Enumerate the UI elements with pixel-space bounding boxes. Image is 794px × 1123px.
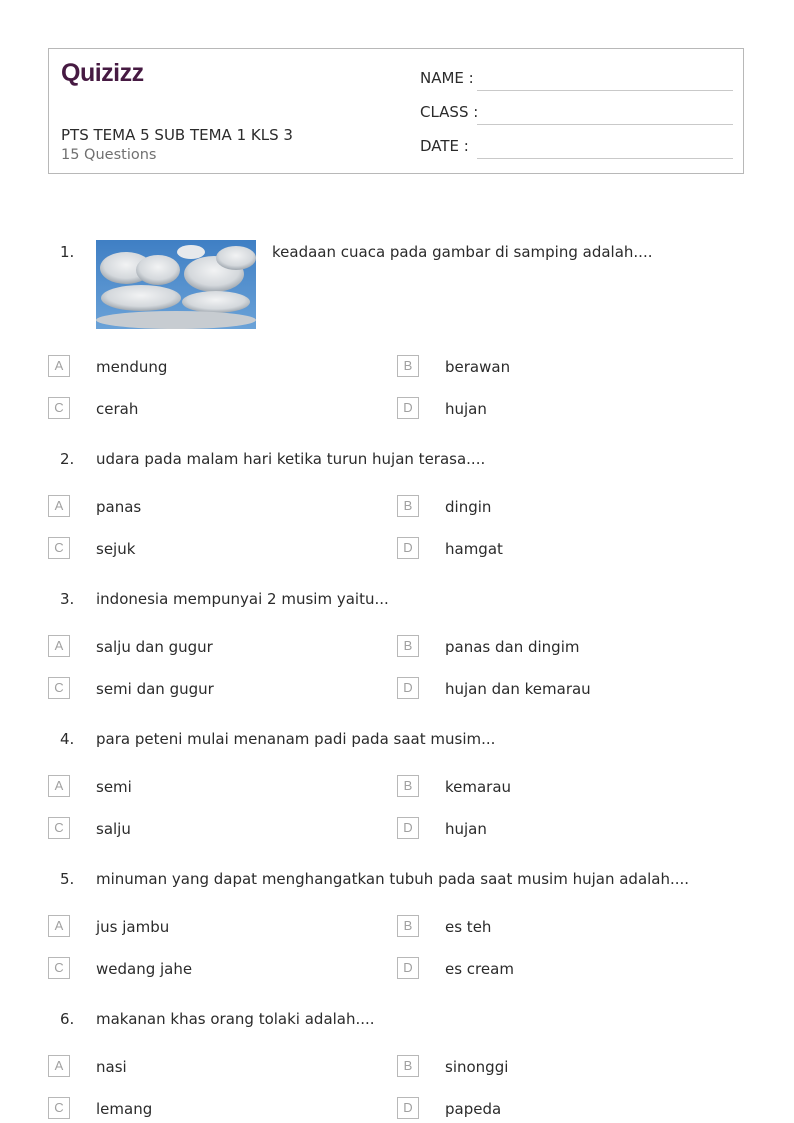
option-text: sinonggi [445,1058,509,1076]
question-number: 2. [60,450,75,468]
option-text: hujan [445,400,487,418]
worksheet-header [48,48,744,174]
option-text: hamgat [445,540,503,558]
cloudy-sky-image [96,240,256,329]
cloudy-sky-illustration [96,240,256,329]
option-box-a: A [48,355,70,377]
option-box-a: A [48,915,70,937]
option-box-b: B [397,355,419,377]
option-box-c: C [48,957,70,979]
question-number: 5. [60,870,75,888]
option-text: hujan [445,820,487,838]
question-number: 4. [60,730,75,748]
option-box-b: B [397,775,419,797]
question-text: udara pada malam hari ketika turun hujan terasa.... [96,450,486,468]
option-text: salju dan gugur [96,638,213,656]
option-box-b: B [397,915,419,937]
option-text: lemang [96,1100,153,1118]
option-box-b: B [397,495,419,517]
option-text: wedang jahe [96,960,193,978]
option-box-d: D [397,817,419,839]
option-text: sejuk [96,540,136,558]
option-box-b: B [397,1055,419,1077]
option-box-d: D [397,677,419,699]
option-box-d: D [397,1097,419,1119]
name-line [477,90,733,91]
option-text: kemarau [445,778,512,796]
option-text: papeda [445,1100,502,1118]
option-text: nasi [96,1058,127,1076]
option-box-a: A [48,1055,70,1077]
option-box-c: C [48,397,70,419]
option-box-a: A [48,775,70,797]
quizizz-logo: Quizizz [61,59,144,87]
question-text: minuman yang dapat menghangatkan tubuh pada saat musim hujan adalah.... [96,870,690,888]
option-text: berawan [445,358,511,376]
question-number: 3. [60,590,75,608]
question-text: para peteni mulai menanam padi pada saat musim... [96,730,496,748]
name-label: NAME : [420,69,474,87]
option-box-d: D [397,537,419,559]
class-line [477,124,733,125]
option-text: panas [96,498,142,516]
option-box-a: A [48,635,70,657]
option-box-c: C [48,677,70,699]
option-box-c: C [48,817,70,839]
question-text: indonesia mempunyai 2 musim yaitu... [96,590,389,608]
option-text: es teh [445,918,492,936]
question-text: keadaan cuaca pada gambar di samping adalah.... [272,243,653,261]
option-text: semi dan gugur [96,680,214,698]
option-text: mendung [96,358,168,376]
name-field [420,69,733,93]
class-label: CLASS : [420,103,479,121]
option-text: dingin [445,498,492,516]
class-field [420,103,733,127]
option-text: hujan dan kemarau [445,680,591,698]
option-box-d: D [397,397,419,419]
option-box-c: C [48,537,70,559]
option-text: panas dan dingim [445,638,580,656]
question-text: makanan khas orang tolaki adalah.... [96,1010,375,1028]
question-count: 15 Questions [61,147,157,163]
question-number: 6. [60,1010,75,1028]
option-text: es cream [445,960,514,978]
option-box-a: A [48,495,70,517]
date-label: DATE : [420,137,469,155]
date-line [477,158,733,159]
option-text: jus jambu [96,918,170,936]
option-box-c: C [48,1097,70,1119]
option-box-d: D [397,957,419,979]
question-number: 1. [60,243,75,261]
worksheet-title: PTS TEMA 5 SUB TEMA 1 KLS 3 [61,126,293,144]
date-field [420,137,733,161]
option-text: cerah [96,400,139,418]
option-box-b: B [397,635,419,657]
option-text: salju [96,820,131,838]
option-text: semi [96,778,132,796]
